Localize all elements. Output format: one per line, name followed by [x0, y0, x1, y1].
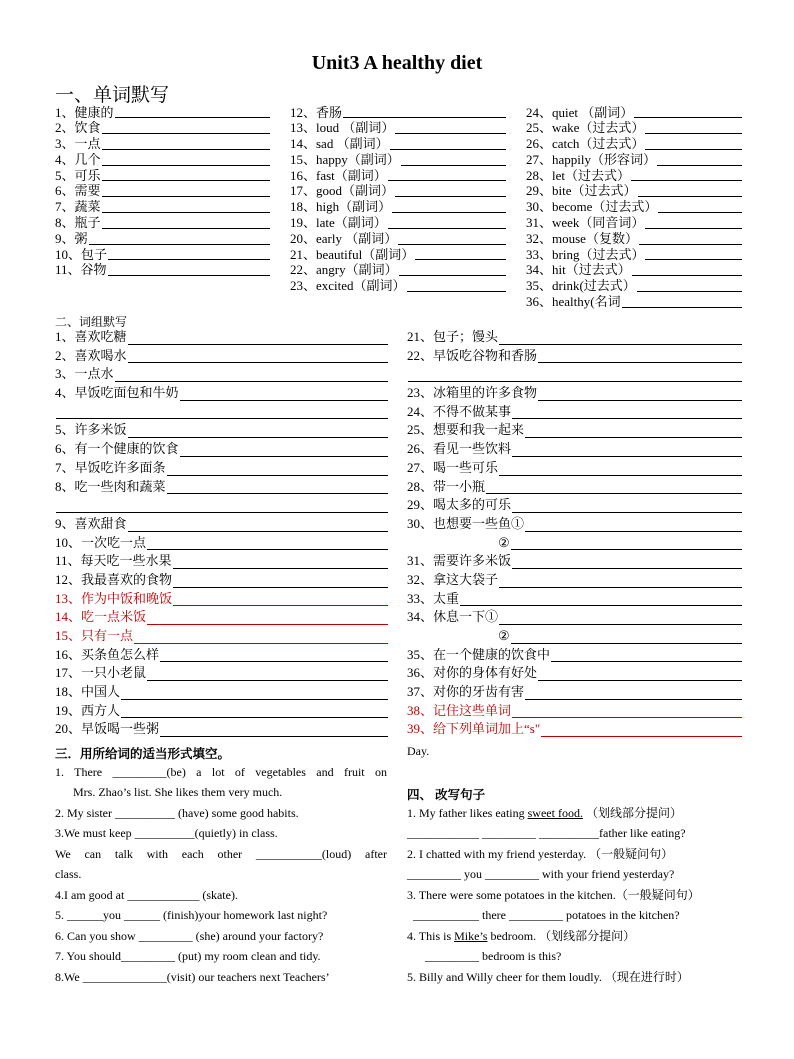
vocab-item [290, 136, 506, 152]
answer-blank[interactable] [89, 244, 270, 245]
page-title: Unit3 A healthy diet [311, 52, 483, 74]
fill-q2: 2. My sister __________ (have) some good habits. [55, 806, 299, 820]
answer-blank[interactable] [102, 228, 270, 229]
phrase-item [407, 590, 742, 609]
vocab-label: 24、quiet （副词） [526, 104, 634, 120]
phrase-item [407, 440, 742, 459]
phrase-item [55, 515, 388, 534]
answer-blank[interactable] [639, 244, 742, 245]
vocab-item [290, 152, 506, 168]
answer-blank[interactable] [173, 587, 388, 588]
answer-blank[interactable] [512, 568, 742, 569]
vocab-label: 6、需要 [55, 183, 101, 199]
phrase-item [407, 720, 742, 739]
vocab-column-3 [526, 105, 742, 310]
phrase-label: 15、只有一点 [55, 628, 134, 643]
answer-blank[interactable] [486, 493, 742, 494]
answer-blank[interactable] [551, 661, 742, 662]
answer-blank[interactable] [538, 362, 742, 363]
phrase-item [55, 627, 388, 646]
fill-q4-line1: We can talk with each other ___________(loud) after [55, 847, 387, 861]
vocab-label: 19、late（副词） [290, 215, 387, 231]
answer-blank[interactable] [392, 212, 506, 213]
vocab-label: 10、包子 [55, 246, 108, 262]
vocab-item [526, 247, 742, 263]
vocab-item [526, 136, 742, 152]
section4-heading: 四、 改写句子 [407, 788, 486, 802]
answer-blank[interactable] [499, 475, 742, 476]
phrase-label: 25、想要和我一起来 [407, 422, 525, 438]
phrase-label: 26、看见一些饮料 [407, 441, 512, 457]
phrase-label: 29、喝太多的可乐 [407, 497, 512, 513]
phrase-item [407, 347, 742, 366]
phrase-label: 35、在一个健康的饮食中 [407, 646, 551, 662]
rewrite-q4-post: bedroom. （划线部分提问） [487, 929, 636, 943]
phrase-label: 32、拿这大袋子 [407, 571, 499, 587]
vocab-label: 22、angry（副词） [290, 262, 398, 278]
vocab-item [526, 199, 742, 215]
rewrite-q1-underlined: sweet food. [527, 806, 583, 820]
phrase-item [407, 478, 742, 497]
vocab-item [526, 231, 742, 247]
phrase-label: 23、冰箱里的许多食物 [407, 385, 538, 401]
phrase-label: ② [498, 534, 510, 550]
vocab-item [55, 168, 270, 184]
phrase-label: 5、许多米饭 [55, 422, 127, 438]
phrase-item [55, 702, 388, 721]
answer-blank[interactable] [511, 549, 742, 550]
vocab-label: 31、week（同音词） [526, 215, 645, 231]
phrase-label: 18、中国人 [55, 684, 121, 700]
answer-blank[interactable] [115, 381, 388, 382]
vocab-label: 34、hit（过去式） [526, 262, 631, 278]
answer-blank[interactable] [173, 568, 388, 569]
answer-blank[interactable] [128, 362, 388, 363]
phrase-item [55, 496, 388, 515]
phrase-label: 2、喜欢喝水 [55, 347, 127, 363]
vocab-item [290, 231, 506, 247]
answer-blank[interactable] [399, 275, 506, 276]
vocab-item [55, 262, 270, 278]
answer-blank[interactable] [102, 212, 270, 213]
phrase-label: 9、喜欢甜食 [55, 515, 127, 531]
fill-q3: 3.We must keep __________(quietly) in class. [55, 826, 278, 840]
answer-blank[interactable] [525, 531, 742, 532]
rewrite-q3: 3. There were some potatoes in the kitchen.（一般疑问句） [407, 888, 700, 902]
answer-blank[interactable] [499, 624, 742, 625]
vocab-label: 7、蔬菜 [55, 199, 101, 215]
vocab-column-2 [290, 105, 506, 295]
answer-blank[interactable] [128, 437, 388, 438]
phrase-item [55, 328, 388, 347]
vocab-item [55, 136, 270, 152]
vocab-label: 25、wake（过去式） [526, 120, 645, 136]
answer-blank[interactable] [102, 149, 270, 150]
answer-blank[interactable] [512, 418, 742, 419]
vocab-label: 30、become（过去式） [526, 199, 658, 215]
vocab-item [55, 215, 270, 231]
phrase-item [407, 365, 742, 384]
phrase-item [407, 534, 742, 553]
answer-blank[interactable] [408, 381, 742, 382]
phrase-label: 17、一只小老鼠 [55, 665, 147, 681]
fill-q7: 6. Can you show _________ (she) around your factory? [55, 929, 324, 943]
vocab-item [526, 294, 742, 310]
answer-blank[interactable] [499, 587, 742, 588]
vocab-label: 1、健康的 [55, 104, 114, 120]
vocab-item [526, 152, 742, 168]
answer-blank[interactable] [657, 165, 742, 166]
answer-blank[interactable] [395, 196, 506, 197]
answer-blank[interactable] [160, 661, 388, 662]
fill-q8: 7. You should_________ (put) my room clean and tidy. [55, 949, 321, 963]
phrase-item [55, 646, 388, 665]
answer-blank[interactable] [512, 512, 742, 513]
answer-blank[interactable] [147, 680, 388, 681]
fill-q5: 4.I am good at ____________ (skate). [55, 888, 238, 902]
vocab-label: 33、bring（过去式） [526, 246, 645, 262]
section1-heading: 一、单词默写 [55, 85, 170, 106]
vocab-label: 21、beautiful（副词） [290, 246, 415, 262]
vocab-item [55, 231, 270, 247]
answer-blank[interactable] [102, 196, 270, 197]
answer-blank[interactable] [128, 344, 388, 345]
phrase-label: 8、吃一些肉和蔬菜 [55, 478, 166, 494]
phrase-label: 27、喝一些可乐 [407, 459, 499, 475]
phrase-item [407, 702, 742, 721]
phrase-item [55, 403, 388, 422]
answer-blank[interactable] [128, 531, 388, 532]
phrase-label: 21、包子；馒头 [407, 329, 499, 344]
answer-blank[interactable] [645, 228, 742, 229]
vocab-item [290, 183, 506, 199]
answer-blank[interactable] [388, 228, 506, 229]
vocab-item [526, 120, 742, 136]
answer-blank[interactable] [460, 605, 742, 606]
phrase-label: 24、不得不做某事 [407, 403, 512, 419]
rewrite-q1 [407, 803, 682, 824]
vocab-label: 9、粥 [55, 230, 88, 246]
vocab-label: 13、loud （副词） [290, 120, 395, 136]
vocab-item [290, 215, 506, 231]
phrase-item [407, 384, 742, 403]
answer-blank[interactable] [121, 717, 388, 718]
answer-blank[interactable] [511, 643, 742, 644]
phrase-item [407, 664, 742, 683]
vocab-item [55, 199, 270, 215]
answer-blank[interactable] [147, 549, 388, 550]
answer-blank[interactable] [167, 493, 388, 494]
phrase-item [407, 571, 742, 590]
phrase-label: 22、早饭吃谷物和香肠 [407, 347, 538, 363]
vocab-item [526, 215, 742, 231]
answer-blank[interactable] [512, 456, 742, 457]
vocab-label: 5、可乐 [55, 167, 101, 183]
vocab-label: 12、香肠 [290, 104, 343, 120]
vocab-item [55, 247, 270, 263]
answer-blank[interactable] [390, 149, 506, 150]
answer-blank[interactable] [645, 149, 742, 150]
vocab-label: 18、high（副词） [290, 199, 392, 215]
vocab-label: 27、happily（形容词） [526, 151, 656, 167]
answer-blank[interactable] [638, 196, 742, 197]
vocab-item [526, 105, 742, 121]
answer-blank[interactable] [541, 736, 742, 737]
rewrite-q1-post: （划线部分提问） [582, 806, 682, 820]
vocab-item [526, 262, 742, 278]
phrase-label: ② [498, 628, 510, 643]
answer-blank[interactable] [160, 736, 388, 737]
answer-blank[interactable] [407, 291, 506, 292]
phrase-item [55, 365, 388, 384]
phrase-column-left [55, 328, 388, 739]
phrase-item [55, 534, 388, 553]
phrase-label: 4、早饭吃面包和牛奶 [55, 385, 179, 401]
answer-blank[interactable] [134, 643, 388, 644]
answer-blank[interactable] [108, 275, 270, 276]
answer-blank[interactable] [173, 605, 388, 606]
phrase-label: 14、吃一点米饭 [55, 609, 147, 625]
phrase-item [407, 515, 742, 534]
vocab-label: 16、fast（副词） [290, 167, 387, 183]
phrase-item [407, 459, 742, 478]
phrase-item [407, 552, 742, 571]
answer-blank[interactable] [56, 418, 388, 419]
rewrite-q2: 2. I chatted with my friend yesterday. （一般疑问句） [407, 847, 674, 861]
answer-blank[interactable] [56, 512, 388, 513]
answer-blank[interactable] [102, 180, 270, 181]
vocab-label: 11、谷物 [55, 262, 107, 278]
phrase-label: 28、带一小瓶 [407, 478, 486, 494]
vocab-label: 15、happy（副词） [290, 151, 400, 167]
vocab-item [526, 183, 742, 199]
phrase-item [407, 421, 742, 440]
phrase-item [55, 608, 388, 627]
vocab-label: 20、early （副词） [290, 230, 398, 246]
rewrite-q4-underlined: Mike’s [454, 929, 488, 943]
vocab-item [526, 168, 742, 184]
answer-blank[interactable] [645, 259, 742, 260]
answer-blank[interactable] [525, 699, 742, 700]
vocab-label: 8、瓶子 [55, 215, 101, 231]
fill-q1-line2: Mrs. Zhao’s list. She likes them very much. [73, 785, 283, 799]
rewrite-q4-answer: _________ bedroom is this? [425, 949, 562, 963]
vocab-label: 29、bite（过去式） [526, 183, 637, 199]
answer-blank[interactable] [658, 212, 742, 213]
phrase-label: 19、西方人 [55, 702, 121, 718]
phrase-label: 38、记住这些单词 [407, 702, 512, 718]
phrase-label: 36、对你的身体有好处 [407, 665, 538, 681]
phrase-item [55, 571, 388, 590]
phrase-column-right [407, 328, 742, 739]
phrase-label: 34、休息一下① [407, 609, 499, 625]
vocab-item [55, 152, 270, 168]
phrase-item [55, 347, 388, 366]
answer-blank[interactable] [632, 275, 742, 276]
phrase-item [407, 496, 742, 515]
phrase-label: 6、有一个健康的饮食 [55, 441, 179, 457]
vocab-label: 14、sad （副词） [290, 136, 389, 152]
vocab-label: 4、几个 [55, 151, 101, 167]
vocab-item [290, 262, 506, 278]
fill-q6: 5. ______you ______ (finish)your homework last night? [55, 908, 328, 922]
phrase-item [55, 590, 388, 609]
phrase-item [55, 552, 388, 571]
rewrite-q1-answer: ____________ _________ __________father like eating? [407, 826, 686, 840]
phrase-label: 16、买条鱼怎么样 [55, 646, 160, 662]
phrase-label: 11、每天吃一些水果 [55, 553, 172, 569]
section2-carryover-text: Day. [407, 744, 430, 758]
answer-blank[interactable] [415, 259, 506, 260]
phrase-label: 10、一次吃一点 [55, 534, 147, 550]
phrase-item [407, 328, 742, 347]
phrase-item [55, 459, 388, 478]
answer-blank[interactable] [147, 624, 388, 625]
vocab-item [290, 120, 506, 136]
phrase-label: 30、也想要一些鱼① [407, 515, 525, 531]
phrase-label: 12、我最喜欢的食物 [55, 571, 173, 587]
answer-blank[interactable] [645, 133, 742, 134]
answer-blank[interactable] [167, 475, 388, 476]
vocab-item [290, 278, 506, 294]
phrase-label: 39、给下列单词加上“s" [407, 721, 541, 737]
answer-blank[interactable] [115, 117, 270, 118]
answer-blank[interactable] [631, 180, 742, 181]
rewrite-q1-pre: 1. My father likes eating [407, 806, 528, 820]
vocab-label: 36、healthy(名词 [526, 294, 621, 310]
phrase-label: 37、对你的牙齿有害 [407, 684, 525, 700]
phrase-item [407, 683, 742, 702]
phrase-item [407, 627, 742, 646]
phrase-item [55, 664, 388, 683]
vocab-label: 23、excited（副词） [290, 278, 406, 294]
phrase-label: 31、需要许多米饭 [407, 553, 512, 569]
answer-blank[interactable] [525, 437, 742, 438]
rewrite-q4-pre: 4. This is [407, 929, 455, 943]
phrase-item [55, 720, 388, 739]
vocab-label: 17、good（副词） [290, 183, 395, 199]
section3-heading: 三．用所给词的适当形式填空。 [55, 747, 231, 761]
answer-blank[interactable] [102, 165, 270, 166]
phrase-label: 7、早饭吃许多面条 [55, 459, 166, 475]
answer-blank[interactable] [121, 699, 388, 700]
vocab-item [55, 105, 270, 121]
fill-q9: 8.We ______________(visit) our teachers next Teachers’ [55, 970, 330, 984]
vocab-column-1 [55, 105, 270, 279]
answer-blank[interactable] [180, 400, 388, 401]
answer-blank[interactable] [108, 259, 270, 260]
fill-q4-line2: class. [55, 867, 82, 881]
rewrite-q2-answer: _________ you _________ with your friend yesterday? [407, 867, 675, 881]
answer-blank[interactable] [180, 456, 388, 457]
phrase-label: 13、作为中饭和晚饭 [55, 590, 173, 606]
answer-blank[interactable] [499, 344, 742, 345]
phrase-item [55, 440, 388, 459]
answer-blank[interactable] [395, 133, 506, 134]
fill-q1-line1: 1. There _________(be) a lot of vegetables and fruit on [55, 765, 387, 779]
answer-blank[interactable] [512, 717, 742, 718]
answer-blank[interactable] [538, 400, 742, 401]
phrase-label: 33、太重 [407, 590, 460, 606]
vocab-item [55, 120, 270, 136]
phrase-item [407, 646, 742, 665]
answer-blank[interactable] [343, 117, 506, 118]
vocab-item [290, 247, 506, 263]
answer-blank[interactable] [388, 180, 506, 181]
section2-heading: 二、词组默写 [55, 315, 128, 329]
phrase-label: 3、一点水 [55, 366, 114, 382]
phrase-item [407, 608, 742, 627]
phrase-item [55, 478, 388, 497]
vocab-item [526, 278, 742, 294]
answer-blank[interactable] [102, 133, 270, 134]
phrase-item [55, 421, 388, 440]
phrase-item [407, 403, 742, 422]
rewrite-q5: 5. Billy and Willy cheer for them loudly. （现在进行时） [407, 970, 689, 984]
vocab-item [290, 105, 506, 121]
rewrite-q4 [407, 926, 635, 947]
phrase-item [55, 384, 388, 403]
vocab-label: 28、let（过去式） [526, 167, 630, 183]
answer-blank[interactable] [538, 680, 742, 681]
rewrite-q3-answer: ___________ there _________ potatoes in the kitchen? [413, 908, 680, 922]
answer-blank[interactable] [401, 165, 506, 166]
vocab-label: 3、一点 [55, 136, 101, 152]
answer-blank[interactable] [634, 117, 742, 118]
vocab-label: 2、饮食 [55, 120, 101, 136]
vocab-label: 32、mouse（复数） [526, 230, 638, 246]
vocab-label: 26、catch（过去式） [526, 136, 645, 152]
phrase-item [55, 683, 388, 702]
answer-blank[interactable] [622, 307, 742, 308]
vocab-item [290, 199, 506, 215]
answer-blank[interactable] [398, 244, 506, 245]
vocab-item [290, 168, 506, 184]
phrase-label: 1、喜欢吃糖 [55, 329, 127, 344]
vocab-label: 35、drink(过去式） [526, 278, 636, 294]
vocab-item [55, 183, 270, 199]
phrase-label: 20、早饭喝一些粥 [55, 721, 160, 737]
answer-blank[interactable] [637, 291, 742, 292]
